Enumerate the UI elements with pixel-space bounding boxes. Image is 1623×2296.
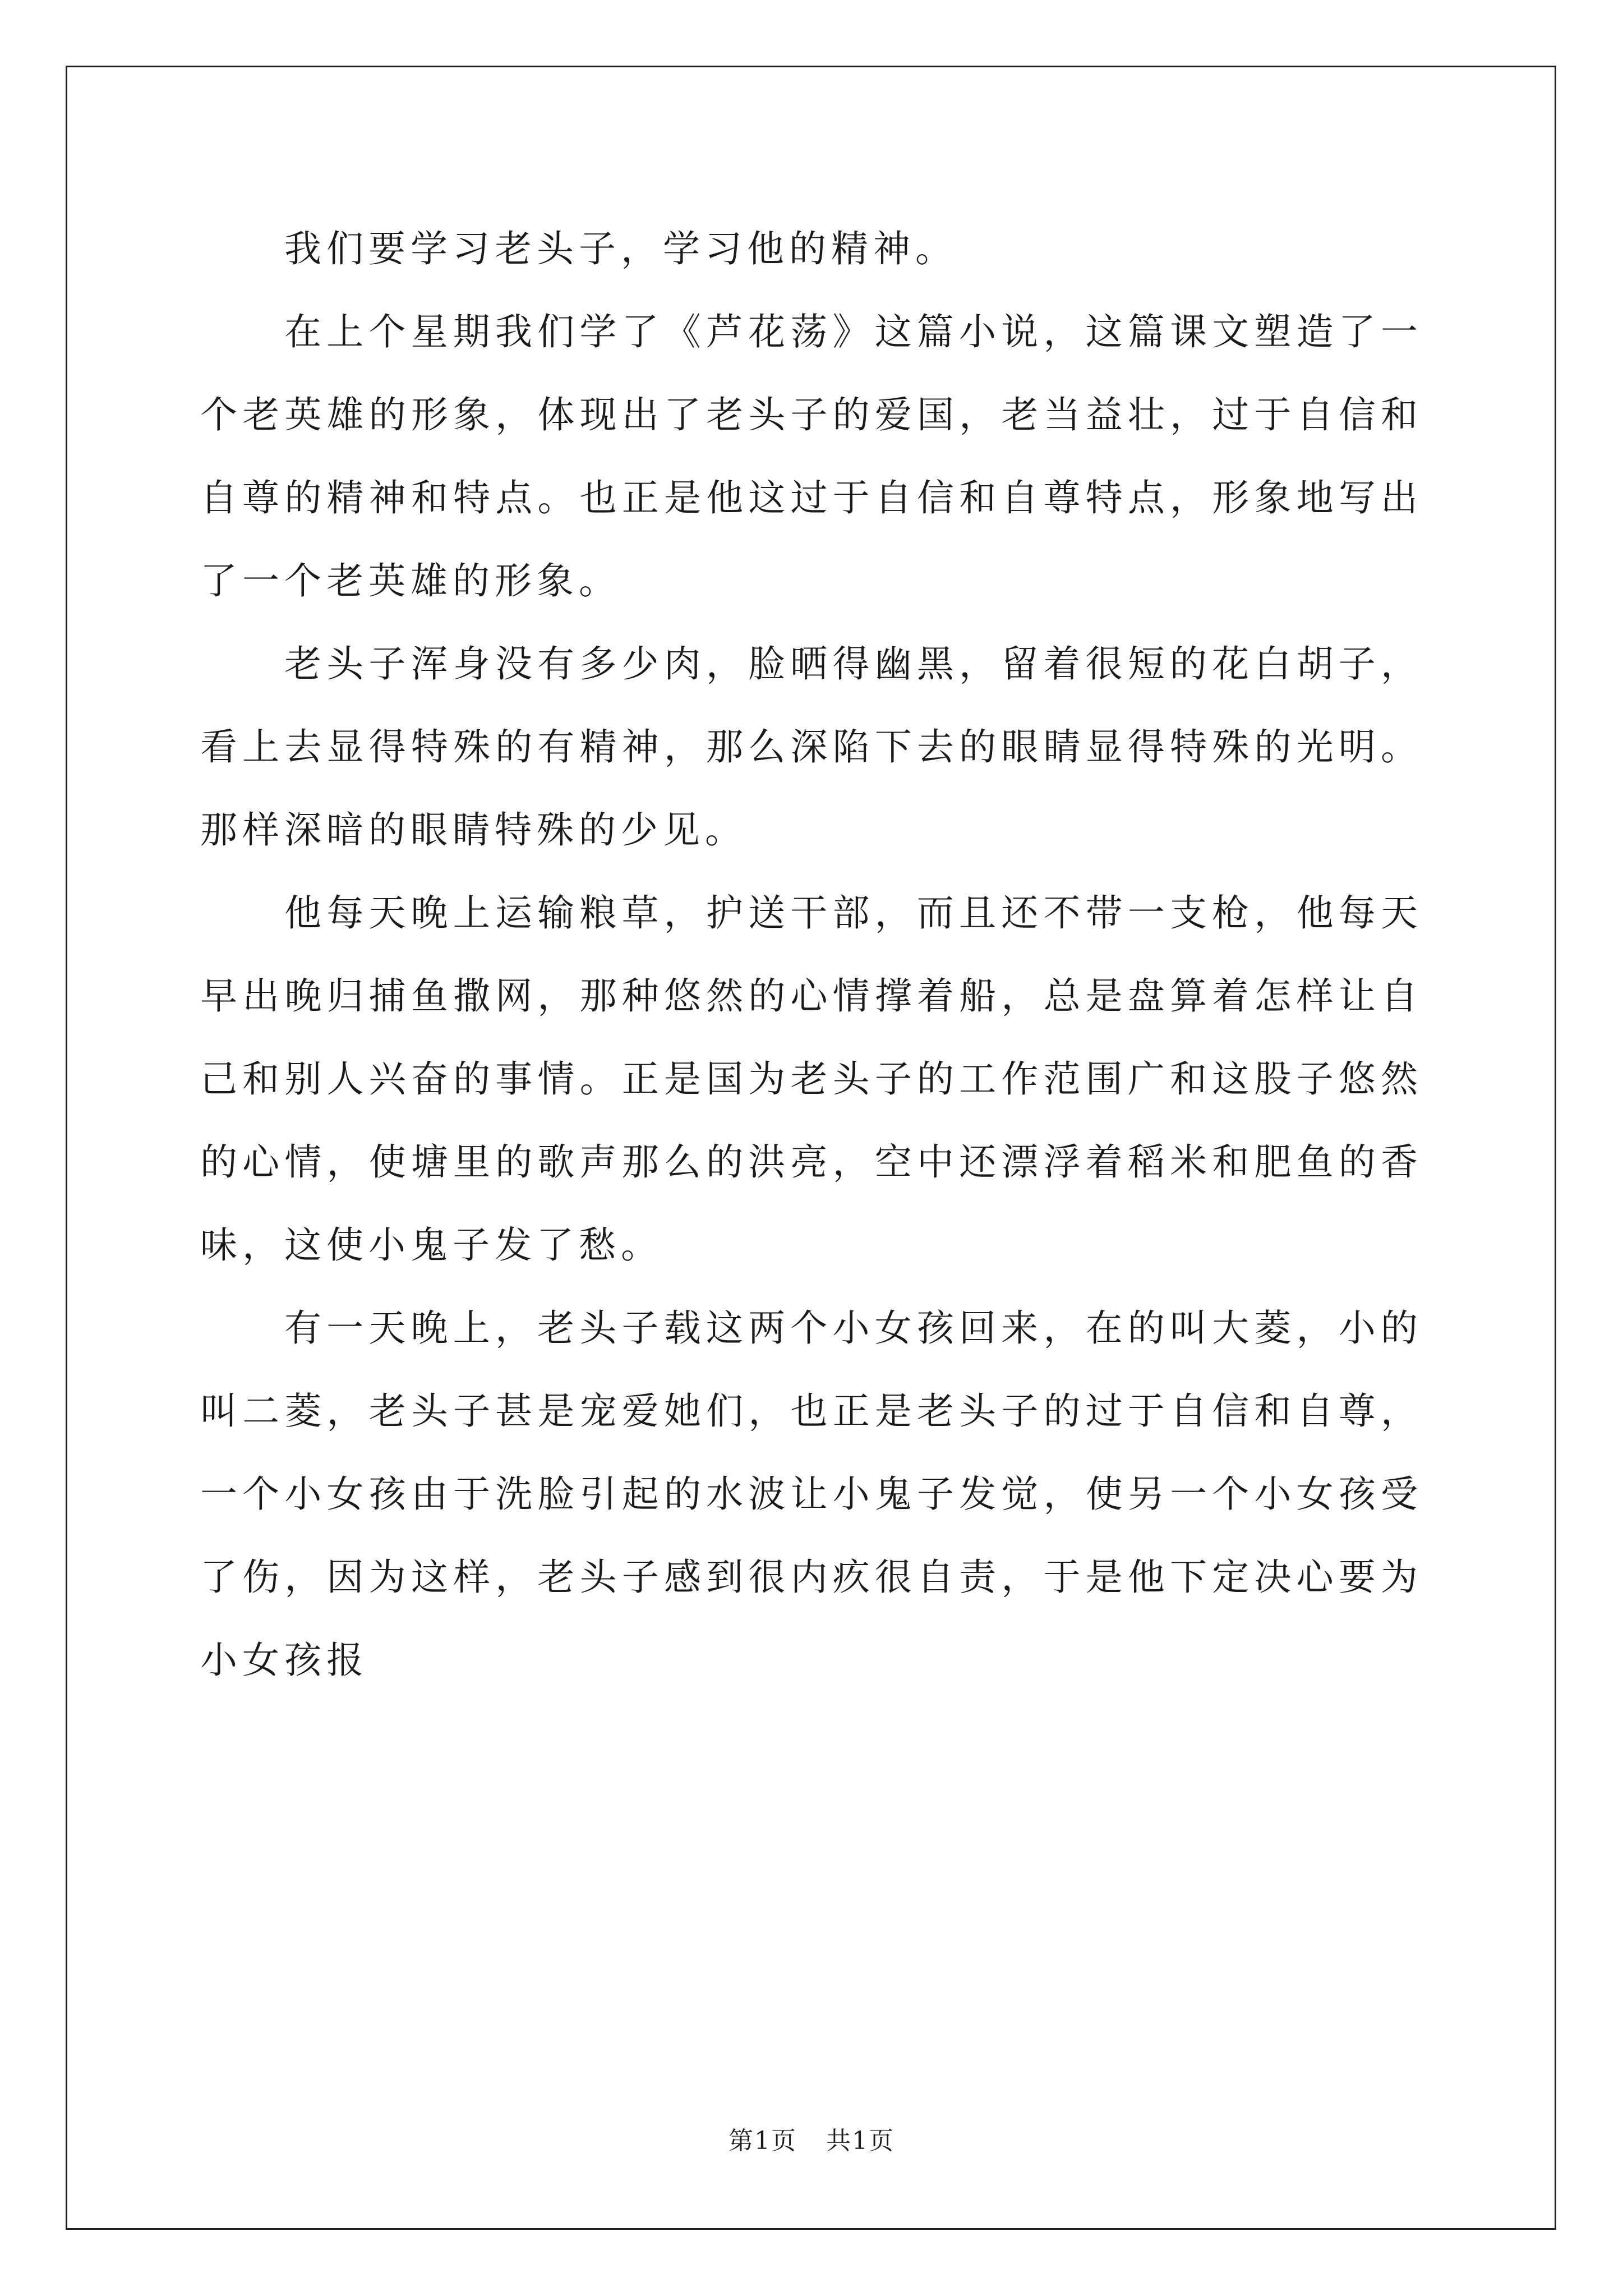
page-number-current: 第1页 [728,2127,797,2155]
paragraph-5: 有一天晚上，老头子载这两个小女孩回来，在的叫大菱，小的叫二菱，老头子甚是宠爱她们，也正是老头子的过于自信和自尊，一个小女孩由于洗脸引起的水波让小鬼子发觉，使另一个小女孩受了伤，因为这样，老头子感到很内疚很自责，于是他下定决心要为小女孩报 [200,1306,1423,1682]
paragraph-1: 我们要学习老头子，学习他的精神。 [284,227,957,270]
paragraph-2: 在上个星期我们学了《芦花荡》这篇小说，这篇课文塑造了一个老英雄的形象，体现出了老头子的爱国，老当益壮，过于自信和自尊的精神和特点。也正是他这过于自信和自尊特点，形象地写出了一个老英雄的形象。 [200,310,1423,602]
paragraph-4: 他每天晚上运输粮草，护送干部，而且还不带一支枪，他每天早出晚归捕鱼撒网，那种悠然的心情撑着船，总是盘算着怎样让自己和别人兴奋的事情。正是国为老头子的工作范围广和这股子悠然的心情，使塘里的歌声那么的洪亮，空中还漂浮着稻米和肥鱼的香味，这使小鬼子发了愁。 [200,891,1423,1267]
page-footer [0,2120,1623,2156]
page-number-total: 共1页 [826,2127,895,2155]
paragraph-3: 老头子浑身没有多少肉，脸晒得幽黑，留着很短的花白胡子，看上去显得特殊的有精神，那么深陷下去的眼睛显得特殊的光明。那样深暗的眼睛特殊的少见。 [200,642,1423,852]
document-body [200,208,1423,1702]
